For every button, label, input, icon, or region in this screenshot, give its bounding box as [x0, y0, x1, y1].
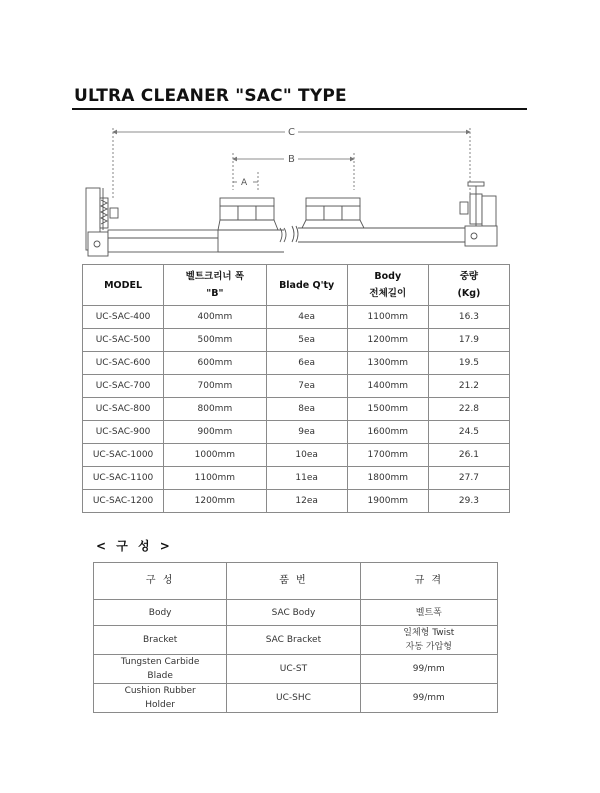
right-clamp [460, 202, 468, 214]
table-cell: UC-SAC-1200 [83, 490, 164, 513]
cell-text-line: Body [374, 271, 402, 282]
table-row [94, 655, 498, 684]
table-cell: 16.3 [428, 306, 509, 329]
table-row [83, 467, 510, 490]
table-cell: UC-SAC-900 [83, 421, 164, 444]
table-cell: 1200mm [164, 490, 266, 513]
cleaner-drawing [70, 118, 510, 260]
cell-text-line: (Kg) [457, 288, 481, 299]
right-end-hole [471, 233, 477, 239]
table-cell: UC-SAC-500 [83, 329, 164, 352]
blade-holder-4 [306, 206, 324, 220]
table-row [83, 375, 510, 398]
table-cell: 24.5 [428, 421, 509, 444]
table-row [83, 398, 510, 421]
table-row [83, 444, 510, 467]
col-component: 구 성 [94, 563, 227, 600]
body-tube-mid [218, 230, 284, 252]
table-cell: 1500mm [347, 398, 428, 421]
table-cell: UC-ST [227, 655, 360, 684]
table-cell: 29.3 [428, 490, 509, 513]
table-cell: 1100mm [164, 467, 266, 490]
cell-text-line: 전체길이 [369, 288, 407, 299]
blade-base-left [218, 220, 278, 230]
table-cell: 800mm [164, 398, 266, 421]
dim-c-label: C [288, 127, 295, 138]
cell-text-line: Blade [147, 671, 173, 681]
table-cell: 17.9 [428, 329, 509, 352]
table-cell: 9ea [266, 421, 347, 444]
table-cell: 1100mm [347, 306, 428, 329]
cell-text-line: 일체형 Twist [403, 628, 455, 638]
table-cell [94, 684, 227, 713]
table-cell: 99/mm [360, 684, 497, 713]
table-cell: 19.5 [428, 352, 509, 375]
cell-text-line: Holder [145, 700, 176, 710]
col-belt-width [164, 265, 266, 306]
table-cell: 8ea [266, 398, 347, 421]
page-title: ULTRA CLEANER "SAC" TYPE [74, 86, 347, 106]
title-underline [72, 108, 527, 110]
break-symbol-right [292, 226, 298, 242]
blade-tips-left [220, 198, 274, 206]
table-row [83, 421, 510, 444]
table-cell: SAC Body [227, 600, 360, 626]
blade-holder-1 [220, 206, 238, 220]
table-cell [94, 655, 227, 684]
right-end-block [465, 226, 497, 246]
right-bracket-plate [482, 196, 496, 226]
table-cell: 1400mm [347, 375, 428, 398]
table-cell: UC-SAC-400 [83, 306, 164, 329]
table-cell: 5ea [266, 329, 347, 352]
body-tube-left [108, 230, 218, 252]
col-model: MODEL [83, 265, 164, 306]
table-cell: 600mm [164, 352, 266, 375]
body-tube-right [298, 228, 465, 242]
blade-base-right [302, 220, 364, 228]
left-end-hole [94, 241, 100, 247]
table-cell: UC-SAC-800 [83, 398, 164, 421]
parts-table [93, 562, 498, 713]
table-cell: 27.7 [428, 467, 509, 490]
table-cell: 7ea [266, 375, 347, 398]
table-cell: 1300mm [347, 352, 428, 375]
dim-a-label: A [241, 178, 248, 188]
table-cell [360, 626, 497, 655]
table-cell: 500mm [164, 329, 266, 352]
table-cell: UC-SAC-1000 [83, 444, 164, 467]
table-cell: 1900mm [347, 490, 428, 513]
table-row [94, 600, 498, 626]
table-row [83, 306, 510, 329]
cell-text-line: "B" [206, 288, 224, 299]
right-bolt-head [468, 182, 484, 186]
table-cell: 1000mm [164, 444, 266, 467]
table-cell: 700mm [164, 375, 266, 398]
cell-text-line: 중량 [459, 271, 479, 282]
table-cell: 1600mm [347, 421, 428, 444]
table-cell: 12ea [266, 490, 347, 513]
blade-holder-6 [342, 206, 360, 220]
table-cell: UC-SAC-600 [83, 352, 164, 375]
cell-text-line: 벨트크리너 폭 [185, 271, 245, 282]
table-row [94, 626, 498, 655]
table-cell: 10ea [266, 444, 347, 467]
col-part-number: 품 번 [227, 563, 360, 600]
table-cell: 900mm [164, 421, 266, 444]
table-cell: UC-SAC-1100 [83, 467, 164, 490]
dim-b-label: B [288, 154, 295, 165]
table-cell: 99/mm [360, 655, 497, 684]
table-cell: 21.2 [428, 375, 509, 398]
table-cell: 22.8 [428, 398, 509, 421]
table-cell: 6ea [266, 352, 347, 375]
cell-text-line: Tungsten Carbide [120, 657, 200, 667]
table-cell: 벨트폭 [360, 600, 497, 626]
col-blade-qty: Blade Q'ty [266, 265, 347, 306]
table-cell: UC-SAC-700 [83, 375, 164, 398]
left-clamp [110, 208, 118, 218]
table-cell: SAC Bracket [227, 626, 360, 655]
table-cell: Bracket [94, 626, 227, 655]
table-cell: 1200mm [347, 329, 428, 352]
blade-holder-5 [324, 206, 342, 220]
spec-table [82, 264, 510, 513]
col-weight [428, 265, 509, 306]
table-row [83, 352, 510, 375]
cell-text-line: 자동 가압형 [405, 642, 452, 652]
table-cell: 26.1 [428, 444, 509, 467]
blade-tips-right [306, 198, 360, 206]
col-body-length [347, 265, 428, 306]
cell-text-line: Cushion Rubber [124, 686, 196, 696]
table-row [94, 684, 498, 713]
table-cell: 400mm [164, 306, 266, 329]
table-row [83, 329, 510, 352]
blade-holder-2 [238, 206, 256, 220]
table-cell: 1700mm [347, 444, 428, 467]
spec-header-row [83, 265, 510, 306]
table-cell: UC-SHC [227, 684, 360, 713]
section-title: < 구 성 > [96, 539, 173, 553]
table-cell: 4ea [266, 306, 347, 329]
blade-holder-3 [256, 206, 274, 220]
table-row [83, 490, 510, 513]
col-spec: 규 격 [360, 563, 497, 600]
parts-header-row [94, 563, 498, 600]
table-cell: Body [94, 600, 227, 626]
table-cell: 11ea [266, 467, 347, 490]
table-cell: 1800mm [347, 467, 428, 490]
